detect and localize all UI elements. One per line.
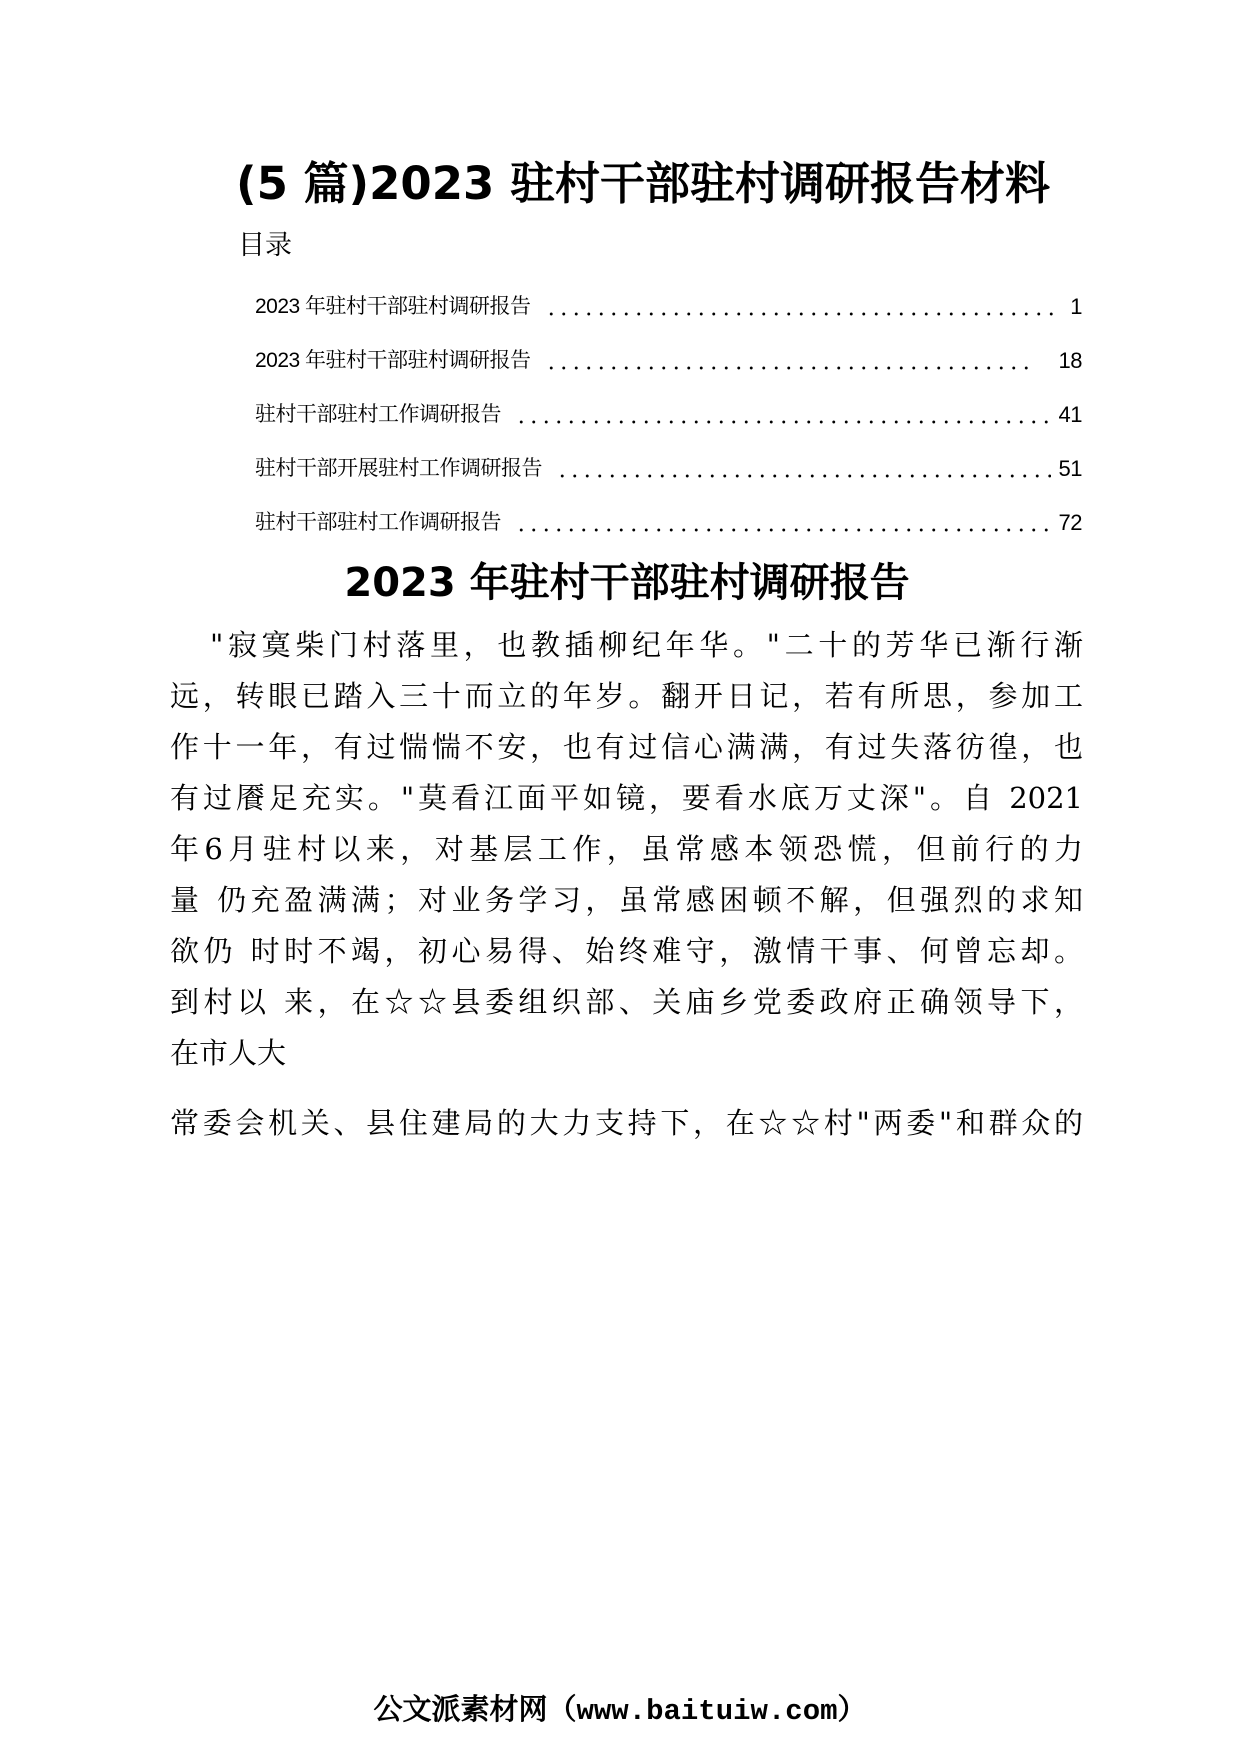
body-line: 年6月驻村以来，对基层工作，虽常感本领恐慌，但前行的力 [170, 832, 1083, 866]
toc-entry-page: 18 [1058, 348, 1082, 373]
toc-entry[interactable] [255, 442, 1082, 496]
body-line: 有过餍足充实。"莫看江面平如镜，要看水底万丈深"。自 2021 [170, 781, 1083, 815]
body-paragraph [170, 620, 1083, 1079]
toc-entry[interactable] [255, 388, 1082, 442]
toc-entry-label: 2023 年驻村干部驻村调研报告 [255, 349, 531, 372]
body-line: 作十一年，有过惴惴不安，也有过信心满满，有过失落彷徨，也 [170, 730, 1083, 764]
toc-entry[interactable] [255, 280, 1082, 334]
body-line: 欲仍 时时不竭，初心易得、始终难守，激情干事、何曾忘却。 [170, 934, 1083, 968]
toc-entry-page: 72 [1058, 510, 1082, 535]
toc-entry-label: 驻村干部驻村工作调研报告 [255, 403, 501, 426]
page-footer-watermark: 公文派素材网（www.baituiw.com） [373, 1695, 867, 1728]
toc-entry-label: 驻村干部开展驻村工作调研报告 [255, 457, 542, 480]
toc-dot-leader [515, 496, 1051, 550]
section-heading: 2023 年驻村干部驻村调研报告 [344, 560, 910, 606]
toc-dot-leader [545, 280, 1062, 334]
body-line: 到村以 来，在☆☆县委组织部、关庙乡党委政府正确领导下， [170, 985, 1083, 1019]
toc-entry-page: 41 [1058, 402, 1082, 427]
toc-entry-label: 2023 年驻村干部驻村调研报告 [255, 295, 531, 318]
toc-entry[interactable] [255, 334, 1082, 388]
toc-entry[interactable] [255, 496, 1082, 550]
toc-dot-leader [515, 388, 1051, 442]
toc-entry-page: 51 [1058, 456, 1082, 481]
body-continued-line: 常委会机关、县住建局的大力支持下，在☆☆村"两委"和群众的 [170, 1106, 1083, 1140]
document-title: (5 篇)2023 驻村干部驻村调研报告材料 [236, 157, 1051, 210]
toc-heading: 目录 [238, 230, 292, 261]
table-of-contents [255, 280, 1082, 550]
body-line: "寂寞柴门村落里，也教插柳纪年华。"二十的芳华已渐行渐 [210, 628, 1083, 662]
body-line: 远，转眼已踏入三十而立的年岁。翻开日记，若有所思，参加工 [170, 679, 1083, 713]
toc-entry-page: 1 [1070, 294, 1082, 319]
toc-dot-leader [545, 334, 1035, 388]
body-line: 量 仍充盈满满；对业务学习，虽常感困顿不解，但强烈的求知 [170, 883, 1083, 917]
toc-dot-leader [556, 442, 1051, 496]
body-line: 在市人大 [170, 1036, 287, 1070]
toc-entry-label: 驻村干部驻村工作调研报告 [255, 511, 501, 534]
